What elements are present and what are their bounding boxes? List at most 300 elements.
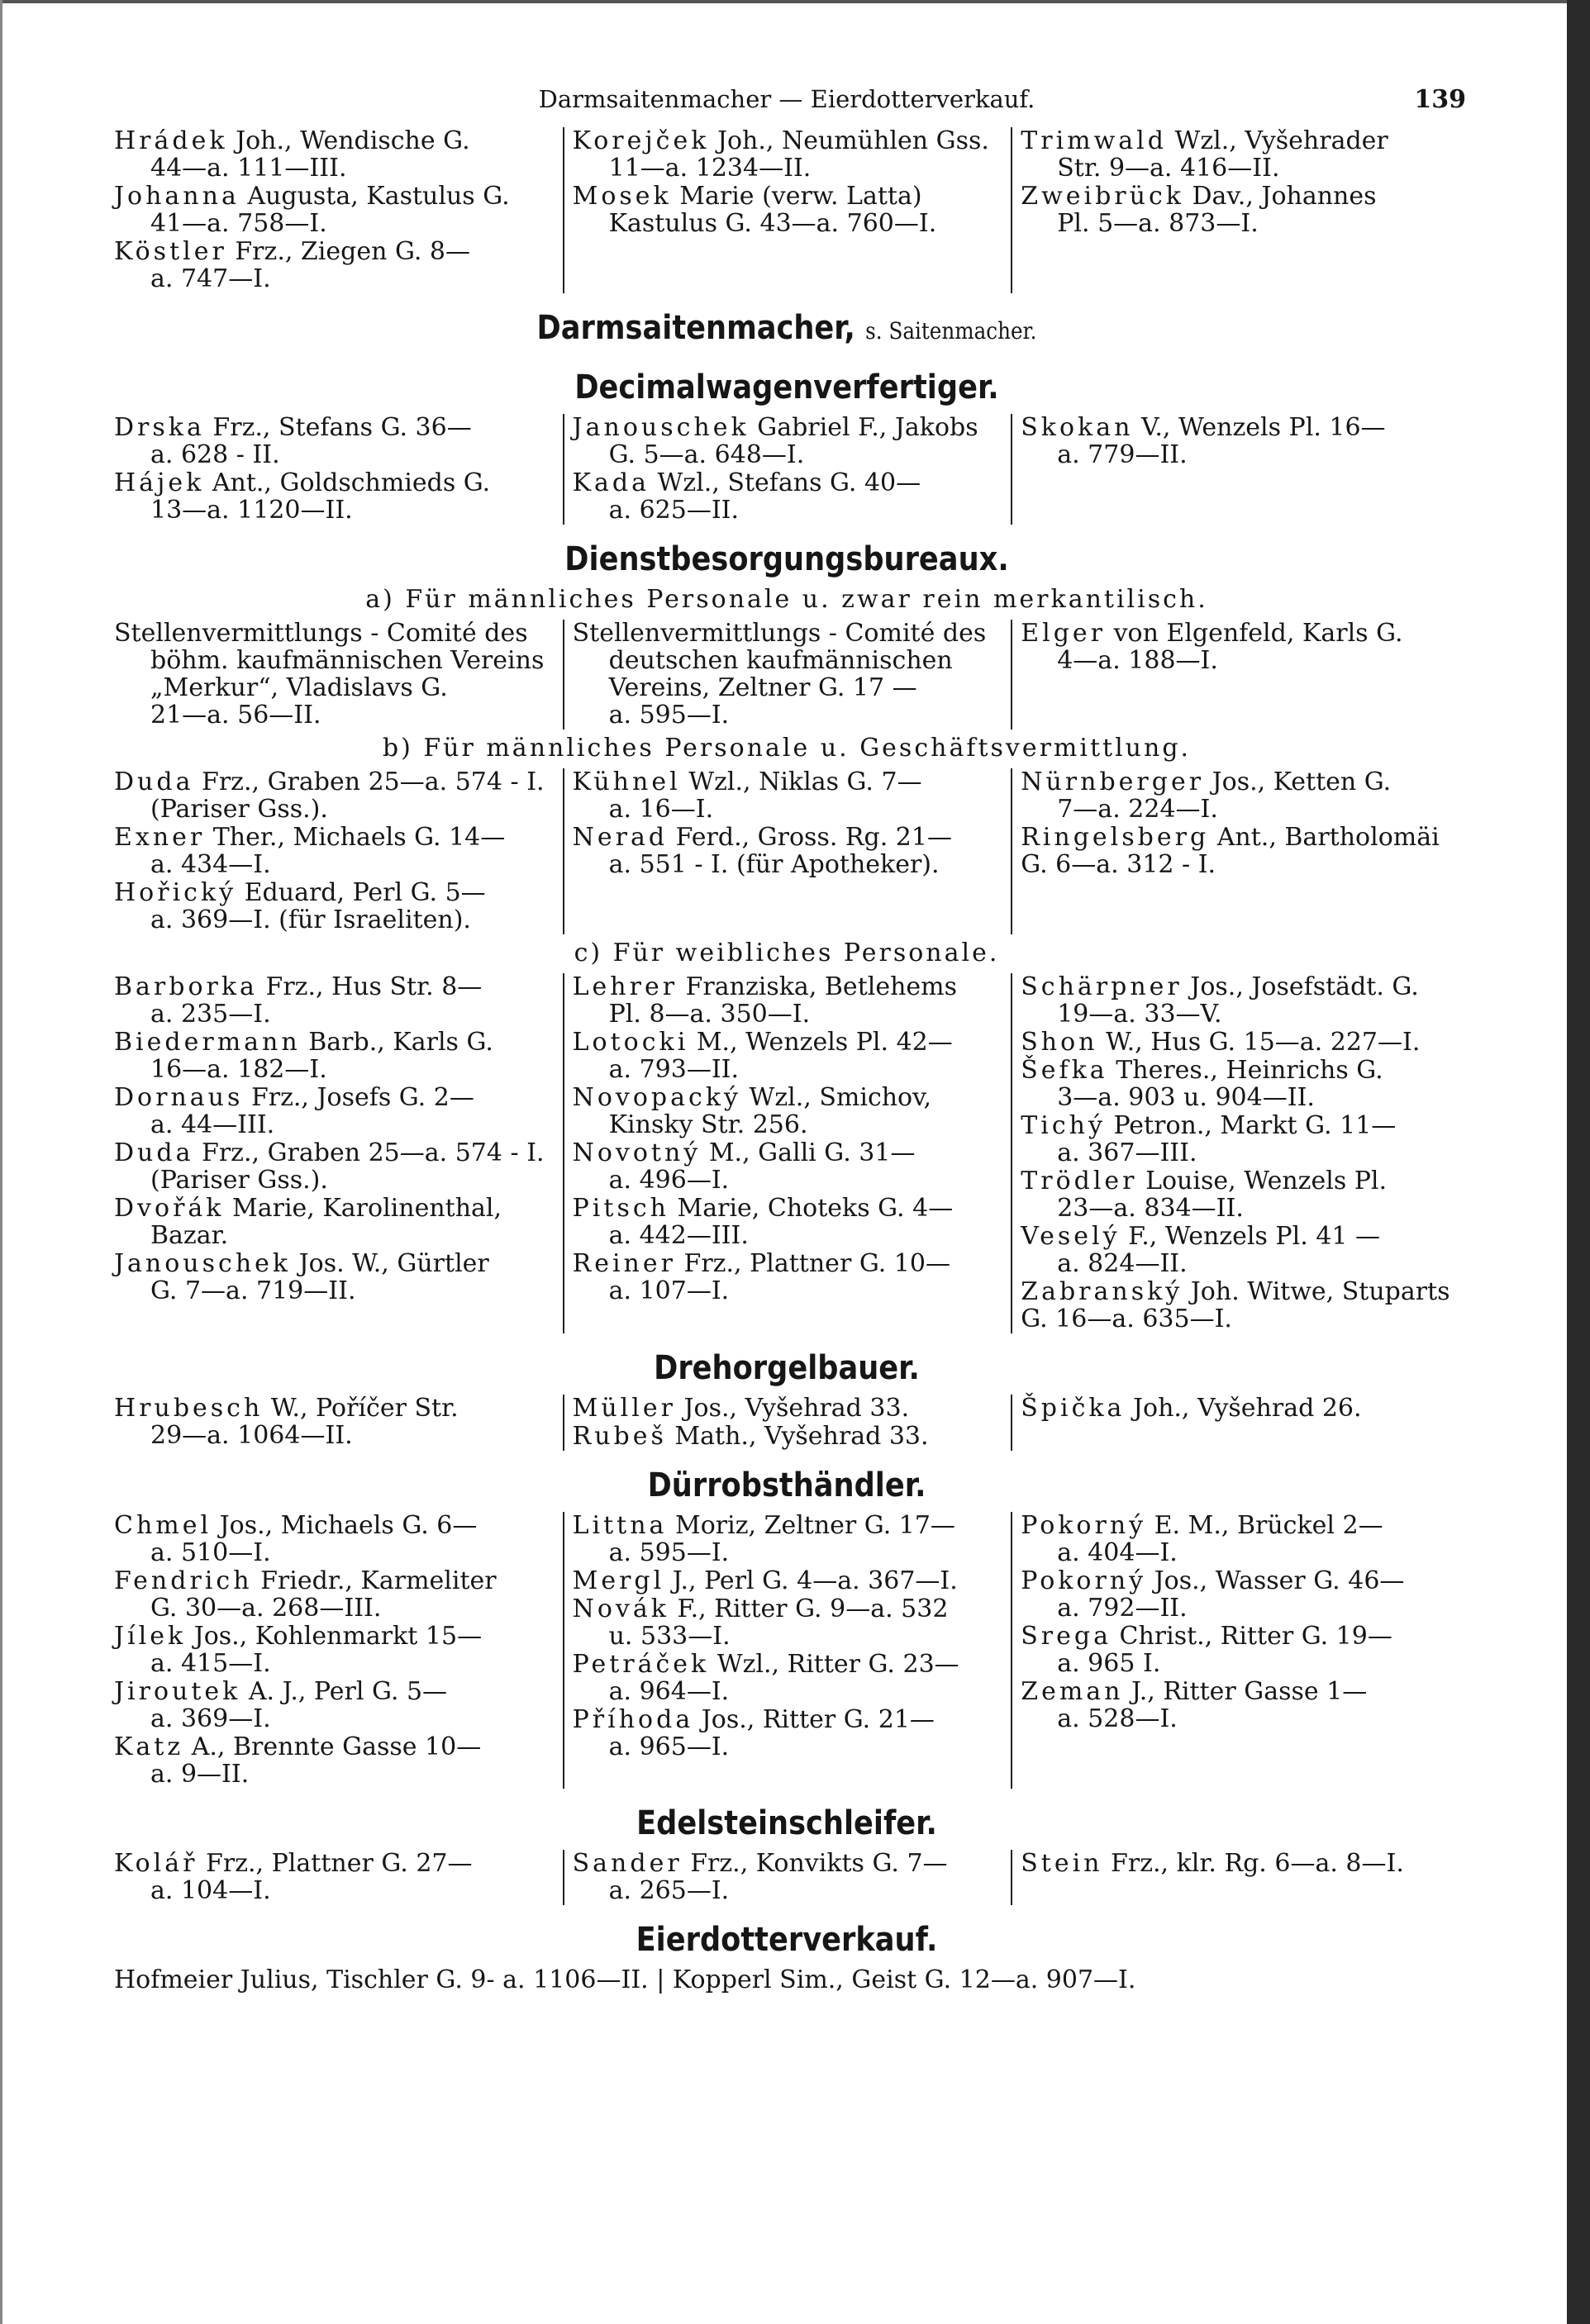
entry-line [1021,183,1451,210]
entry-text: Frz., Graben 25—a. 574 - I. [202,1138,545,1167]
entry-line [573,1423,1003,1450]
entry-text: Frz., Plattner G. 27— [206,1849,473,1878]
entry-column [563,1512,1012,1789]
entry-line [1021,768,1451,796]
entry-line [1021,154,1451,182]
entry-text: a. 434—I. [150,850,271,879]
entry-line [114,1029,555,1056]
entry-text: a. 824—II. [1057,1249,1188,1278]
directory-entry [573,1195,1003,1249]
directory-entry [573,1651,1003,1705]
entry-text: Vereins, Zeltner G. 17 — [608,673,917,702]
section-heading [195,307,1379,353]
entry-text: a. 369—I. [150,1704,271,1733]
entry-text: Stellenvermittlungs - Comité des [572,619,987,648]
entry-name: Johanna [114,182,240,211]
directory-sections [114,127,1459,1994]
section-heading-text: Darmsaitenmacher, [536,309,855,347]
directory-entry [573,183,1003,237]
entry-name: Stein [1021,1849,1103,1878]
entry-line [573,1850,1003,1877]
entry-line [1021,1512,1451,1539]
directory-entry [1021,1623,1451,1677]
entry-text: Frz., Ziegen G. 8— [235,237,470,266]
entry-line [573,497,1003,524]
entry-line [114,701,555,729]
entry-text: a. 792—II. [1057,1594,1188,1623]
entry-column [114,127,563,293]
entry-line [114,497,555,524]
directory-entry [573,1084,1003,1138]
entry-name: Šefka [1021,1056,1108,1085]
entry-name: Trimwald [1021,126,1167,155]
directory-entry [114,1195,555,1249]
section-heading-text: Edelsteinschleifer. [636,1804,937,1842]
entry-column [1011,414,1459,525]
entry-text: Frz., Stefans G. 36— [212,413,472,442]
entry-line [114,824,555,851]
entry-line [573,469,1003,497]
entry-text: W., Poříčer Str. [270,1394,459,1423]
entry-line [1021,1539,1451,1566]
entry-name: Schärpner [1021,972,1183,1001]
entry-name: Nürnberger [1021,768,1205,796]
entry-column [1011,127,1459,293]
entry-line [114,1422,555,1449]
entry-name: Hrubesch [114,1394,264,1423]
entry-line [573,1678,1003,1705]
entry-text: M., Galli G. 31— [708,1138,916,1167]
entry-name: Srega [1021,1622,1112,1651]
entry-name: Petráček [572,1650,710,1679]
entry-name: Köstler [114,237,227,266]
entry-text: Ferd., Gross. Rg. 21— [675,823,952,852]
entry-text: Friedr., Karmeliter [260,1566,497,1595]
directory-entry [114,1512,555,1566]
directory-entry [573,1423,1003,1450]
entry-name: Katz [114,1732,184,1761]
entry-text: Kastulus G. 43—a. 760—I. [608,209,937,238]
entry-text: Kinsky Str. 256. [608,1110,808,1139]
directory-page [114,85,1466,1994]
entry-text: Joh., Neumühlen Gss. [716,126,989,155]
entry-text: deutschen kaufmännischen [608,646,953,675]
entry-line [114,1650,555,1677]
entry-line [1021,127,1451,154]
directory-entry [573,1567,1003,1594]
directory-entry [114,183,555,237]
entry-name: Jiroutek [114,1677,241,1706]
entry-line [1021,1594,1451,1622]
directory-entry [1021,1850,1451,1877]
entry-name: Kolář [114,1849,198,1878]
entry-line [114,1733,555,1761]
directory-entry [114,768,555,823]
entry-text: Dav., Johannes [1192,182,1377,211]
entry-line [114,647,555,701]
entry-line [114,441,555,468]
entry-line [114,1084,555,1111]
directory-entry [1021,1223,1451,1277]
entry-line [114,906,555,934]
entry-line [1021,796,1451,823]
entry-name: Pokorný [1021,1566,1147,1595]
entry-name: Kühnel [572,768,681,796]
entry-line [114,851,555,878]
directory-entry [114,879,555,934]
entry-text: Moriz, Zeltner G. 17— [675,1511,955,1540]
directory-entry [1021,1029,1451,1056]
entry-text: 41—a. 758—I. [150,209,327,238]
entry-text: (Pariser Gss.). [150,795,328,824]
directory-entry [114,973,555,1028]
entry-text: a. 44—III. [150,1110,275,1139]
directory-entry [573,1029,1003,1083]
directory-entry [573,1850,1003,1904]
entry-name: Dvořák [114,1194,225,1223]
section-heading [195,538,1379,581]
entry-line [114,1567,555,1594]
entry-text: a. 415—I. [150,1649,271,1678]
entry-columns [114,620,1459,730]
entry-text: a. 595—I. [608,1538,730,1567]
entry-text: Christ., Ritter G. 19— [1119,1622,1392,1651]
entry-text: Frz., Hus Str. 8— [265,972,483,1001]
entry-line [573,674,1003,701]
directory-entry [573,1706,1003,1761]
entry-line [114,414,555,441]
entry-name: Duda [114,768,194,796]
entry-text: a. 551 - I. (für Apotheker). [608,850,940,879]
directory-entry [114,238,555,292]
entry-line [1021,1650,1451,1677]
entry-line [114,1705,555,1732]
entry-name: Hrádek [114,126,228,155]
directory-entry [114,127,555,182]
entry-text: 7—a. 224—I. [1057,795,1218,824]
entry-column [114,1395,563,1451]
entry-line [1021,824,1451,878]
entry-line [1021,1395,1451,1422]
entry-text: Joh., Wendische G. [236,126,470,155]
entry-text: 16—a. 182—I. [150,1055,327,1084]
entry-text: M., Wenzels Pl. 42— [696,1028,953,1057]
directory-entry [1021,620,1451,674]
entry-name: Pitsch [572,1194,669,1223]
directory-entry [114,620,555,729]
entry-columns [114,127,1459,293]
entry-text: Frz., Plattner G. 10— [683,1249,950,1278]
directory-entry [1021,1678,1451,1732]
entry-name: Lehrer [572,972,678,1001]
entry-line [573,1056,1003,1083]
entry-name: Chmel [114,1511,212,1540]
entry-text: a. 625—II. [608,496,740,525]
entry-line [573,1706,1003,1733]
directory-entry [114,1733,555,1788]
entry-column [114,768,563,934]
running-head [114,85,1466,127]
entry-text: Barb., Karls G. [308,1028,493,1057]
entry-columns [114,414,1459,525]
entry-columns [114,973,1459,1333]
entry-line [573,851,1003,878]
directory-entry [1021,183,1451,237]
directory-entry [114,1850,555,1904]
entry-line [114,1222,555,1249]
entry-line [573,414,1003,441]
entry-name: Zabranský [1021,1277,1183,1306]
directory-entry [114,1678,555,1732]
section-heading [195,366,1379,409]
entry-line [1021,647,1451,674]
entry-column [1011,1850,1459,1905]
directory-entry [1021,768,1451,823]
page-number: 139 [1414,85,1466,114]
entry-line [573,1139,1003,1167]
entry-line [1021,1084,1451,1111]
directory-entry [573,824,1003,878]
entry-line [1021,441,1451,468]
entry-name: Hájek [114,468,205,497]
entry-text: a. 965 I. [1057,1649,1161,1678]
entry-line [114,1761,555,1788]
entry-name: Tichý [1021,1111,1106,1140]
entry-text: J., Ritter Gasse 1— [1131,1677,1368,1706]
entry-text: a. 528—I. [1057,1704,1178,1733]
entry-text: G. 5—a. 648—I. [608,440,805,469]
entry-name: Korejček [572,126,710,155]
entry-text: a. 793—II. [608,1055,740,1084]
entry-text: Frz., Josefs G. 2— [250,1083,474,1112]
entry-text: Ther., Michaels G. 14— [212,823,506,852]
entry-column [1011,1512,1459,1789]
directory-entry [573,973,1003,1028]
entry-name: Reiner [572,1249,676,1278]
subsection-heading: a) Für männliches Personale u. zwar rein merkantilisch. [365,585,1208,614]
entry-line [573,1029,1003,1056]
entry-text: (Pariser Gss.). [150,1166,328,1195]
entry-text: Frz., klr. Rg. 6—a. 8—I. [1111,1849,1404,1878]
entry-text: Frz., Graben 25—a. 574 - I. [202,768,545,796]
directory-entry [573,414,1003,468]
entry-line [573,1000,1003,1028]
directory-entry [1021,1395,1451,1422]
section-heading-text: Eierdotterverkauf. [636,1921,938,1959]
entry-line [114,796,555,823]
entry-text: Theres., Heinrichs G. [1116,1056,1383,1085]
entry-line [114,1850,555,1877]
entry-line [1021,414,1451,441]
entry-text: a. 265—I. [608,1876,730,1905]
entry-text: a. 107—I. [608,1276,730,1305]
entry-text: 11—a. 1234—II. [608,154,812,183]
entry-line [114,1512,555,1539]
entry-text: a. 16—I. [608,795,714,824]
section-heading-text: Dienstbesorgungsbureaux. [564,540,1009,578]
entry-text: Franziska, Betlehems [685,972,958,1001]
directory-entry [1021,824,1451,878]
entry-name: Fendrich [114,1566,253,1595]
entry-line [573,154,1003,182]
entry-line [573,1733,1003,1761]
directory-entry [114,824,555,878]
entry-text: Joh. Witwe, Stuparts G. 16—a. 635—I. [1021,1277,1450,1333]
entry-name: Novopacký [572,1083,741,1112]
entry-name: Hořický [114,878,237,907]
entry-line [114,1395,555,1422]
entry-line [573,796,1003,823]
entry-name: Mosek [572,182,672,211]
entry-line [1021,1000,1451,1028]
entry-line [114,620,555,647]
entry-line [114,469,555,497]
entry-line [114,1195,555,1222]
entry-line [114,127,555,154]
directory-entry [1021,414,1451,468]
entry-line [1021,620,1451,647]
entry-text: a. 964—I. [608,1677,730,1706]
entry-line [1021,210,1451,237]
entry-columns [114,1850,1459,1905]
entry-column [114,1512,563,1789]
entry-name: Shon [1021,1028,1098,1057]
entry-line [573,210,1003,237]
entry-text: a. 9—II. [150,1760,250,1789]
directory-entry [573,1395,1003,1422]
directory-entry [114,1084,555,1138]
entry-column [563,414,1012,525]
entry-line [114,879,555,906]
entry-text: Pl. 8—a. 350—I. [608,1000,811,1029]
entry-line [573,1222,1003,1249]
entry-column [114,414,563,525]
entry-column [1011,768,1459,934]
directory-entry [573,1595,1003,1650]
entry-column [1011,1395,1459,1451]
entry-line [573,1623,1003,1650]
entry-column [114,1850,563,1905]
entry-text: 4—a. 188—I. [1057,646,1218,675]
entry-line [1021,1623,1451,1650]
directory-entry [1021,1167,1451,1222]
entry-column [1011,620,1459,730]
entry-columns [114,768,1459,934]
entry-line [114,1678,555,1705]
entry-text: von Elgenfeld, Karls G. [1113,619,1403,648]
entry-text: Joh., Vyšehrad 26. [1132,1394,1362,1423]
entry-name: Zeman [1021,1677,1124,1706]
entry-text: Bazar. [150,1221,229,1250]
entry-text: A., Brennte Gasse 10— [191,1732,482,1761]
entry-text: F., Wenzels Pl. 41 — [1128,1222,1380,1251]
entry-text: A. J., Perl G. 5— [248,1677,448,1706]
entry-line [114,265,555,292]
entry-name: Dornaus [114,1083,244,1112]
entry-text: a. 965—I. [608,1732,730,1761]
section-heading [195,1464,1379,1507]
entry-line [114,1877,555,1904]
entry-text: Wzl., Smichov, [749,1083,932,1112]
entry-text: a. 628 - II. [150,440,280,469]
entry-text: 3—a. 903 u. 904—II. [1057,1083,1315,1112]
entry-text: Wzl., Vyšehrader [1174,126,1388,155]
running-head-title: Darmsaitenmacher — Eierdotterverkauf. [538,85,1035,113]
entry-column [563,768,1012,934]
directory-entry [1021,973,1451,1028]
entry-name: Rubeš [572,1422,667,1451]
section-heading-text: Decimalwagenverfertiger. [574,368,999,406]
entry-line [114,973,555,1000]
entry-text: Marie, Karolinenthal, [232,1194,502,1223]
entry-line [114,768,555,796]
entry-line [1021,1167,1451,1195]
section-heading-text: Dürrobsthändler. [647,1466,926,1504]
entry-name: Zweibrück [1021,182,1184,211]
entry-name: Novotný [572,1138,702,1167]
entry-name: Janouschek [114,1249,292,1278]
entry-text: Wzl., Ritter G. 23— [716,1650,959,1679]
entry-text: Petron., Markt G. 11— [1113,1111,1397,1140]
entry-line [1021,1223,1451,1250]
directory-entry [573,1512,1003,1566]
entry-line [573,824,1003,851]
entry-name: Jílek [114,1622,187,1651]
entry-line [114,1539,555,1566]
entry-text: Ant., Goldschmieds G. [212,468,491,497]
entry-line [573,1651,1003,1678]
entry-column [563,620,1012,730]
entry-line [573,620,1003,647]
entry-line [573,1395,1003,1422]
entry-text: a. 496—I. [608,1166,730,1195]
entry-text: Marie, Choteks G. 4— [677,1194,954,1223]
entry-text: a. 595—I. [608,701,730,730]
entry-text: 21—a. 56—II. [150,701,321,730]
entry-line [114,1250,555,1277]
directory-entry [114,469,555,524]
entry-line [573,1084,1003,1111]
entry-text: Eduard, Perl G. 5— [244,878,486,907]
entry-column [563,1395,1012,1451]
entry-name: Mergl [572,1566,665,1595]
entry-text: Wzl., Stefans G. 40— [657,468,921,497]
directory-entry [573,620,1003,729]
entry-line [573,1512,1003,1539]
entry-line [114,1000,555,1028]
entry-text: a. 104—I. [150,1876,271,1905]
entry-text: Marie (verw. Latta) [679,182,922,211]
scan-edge-left [0,0,2,2324]
directory-entry [1021,1112,1451,1167]
directory-entry [573,768,1003,823]
entry-line [114,210,555,237]
entry-line [573,973,1003,1000]
entry-line [573,1539,1003,1566]
directory-entry [1021,1057,1451,1111]
entry-single-line: Hofmeier Julius, Tischler G. 9- a. 1106—II. | Kopperl Sim., Geist G. 12—a. 907—I. [114,1965,1136,1994]
entry-text: Jos., Kohlenmarkt 15— [193,1622,483,1651]
directory-entry [114,1139,555,1194]
entry-text: Math., Vyšehrad 33. [674,1422,929,1451]
entry-text: a. 404—I. [1057,1538,1178,1567]
entry-line [573,127,1003,154]
entry-text: Stellenvermittlungs - Comité des [114,619,528,648]
entry-name: Elger [1021,619,1107,648]
entry-name: Skokan [1021,413,1134,442]
entry-line [573,1250,1003,1277]
entry-text: G. 30—a. 268—III. [150,1594,382,1623]
